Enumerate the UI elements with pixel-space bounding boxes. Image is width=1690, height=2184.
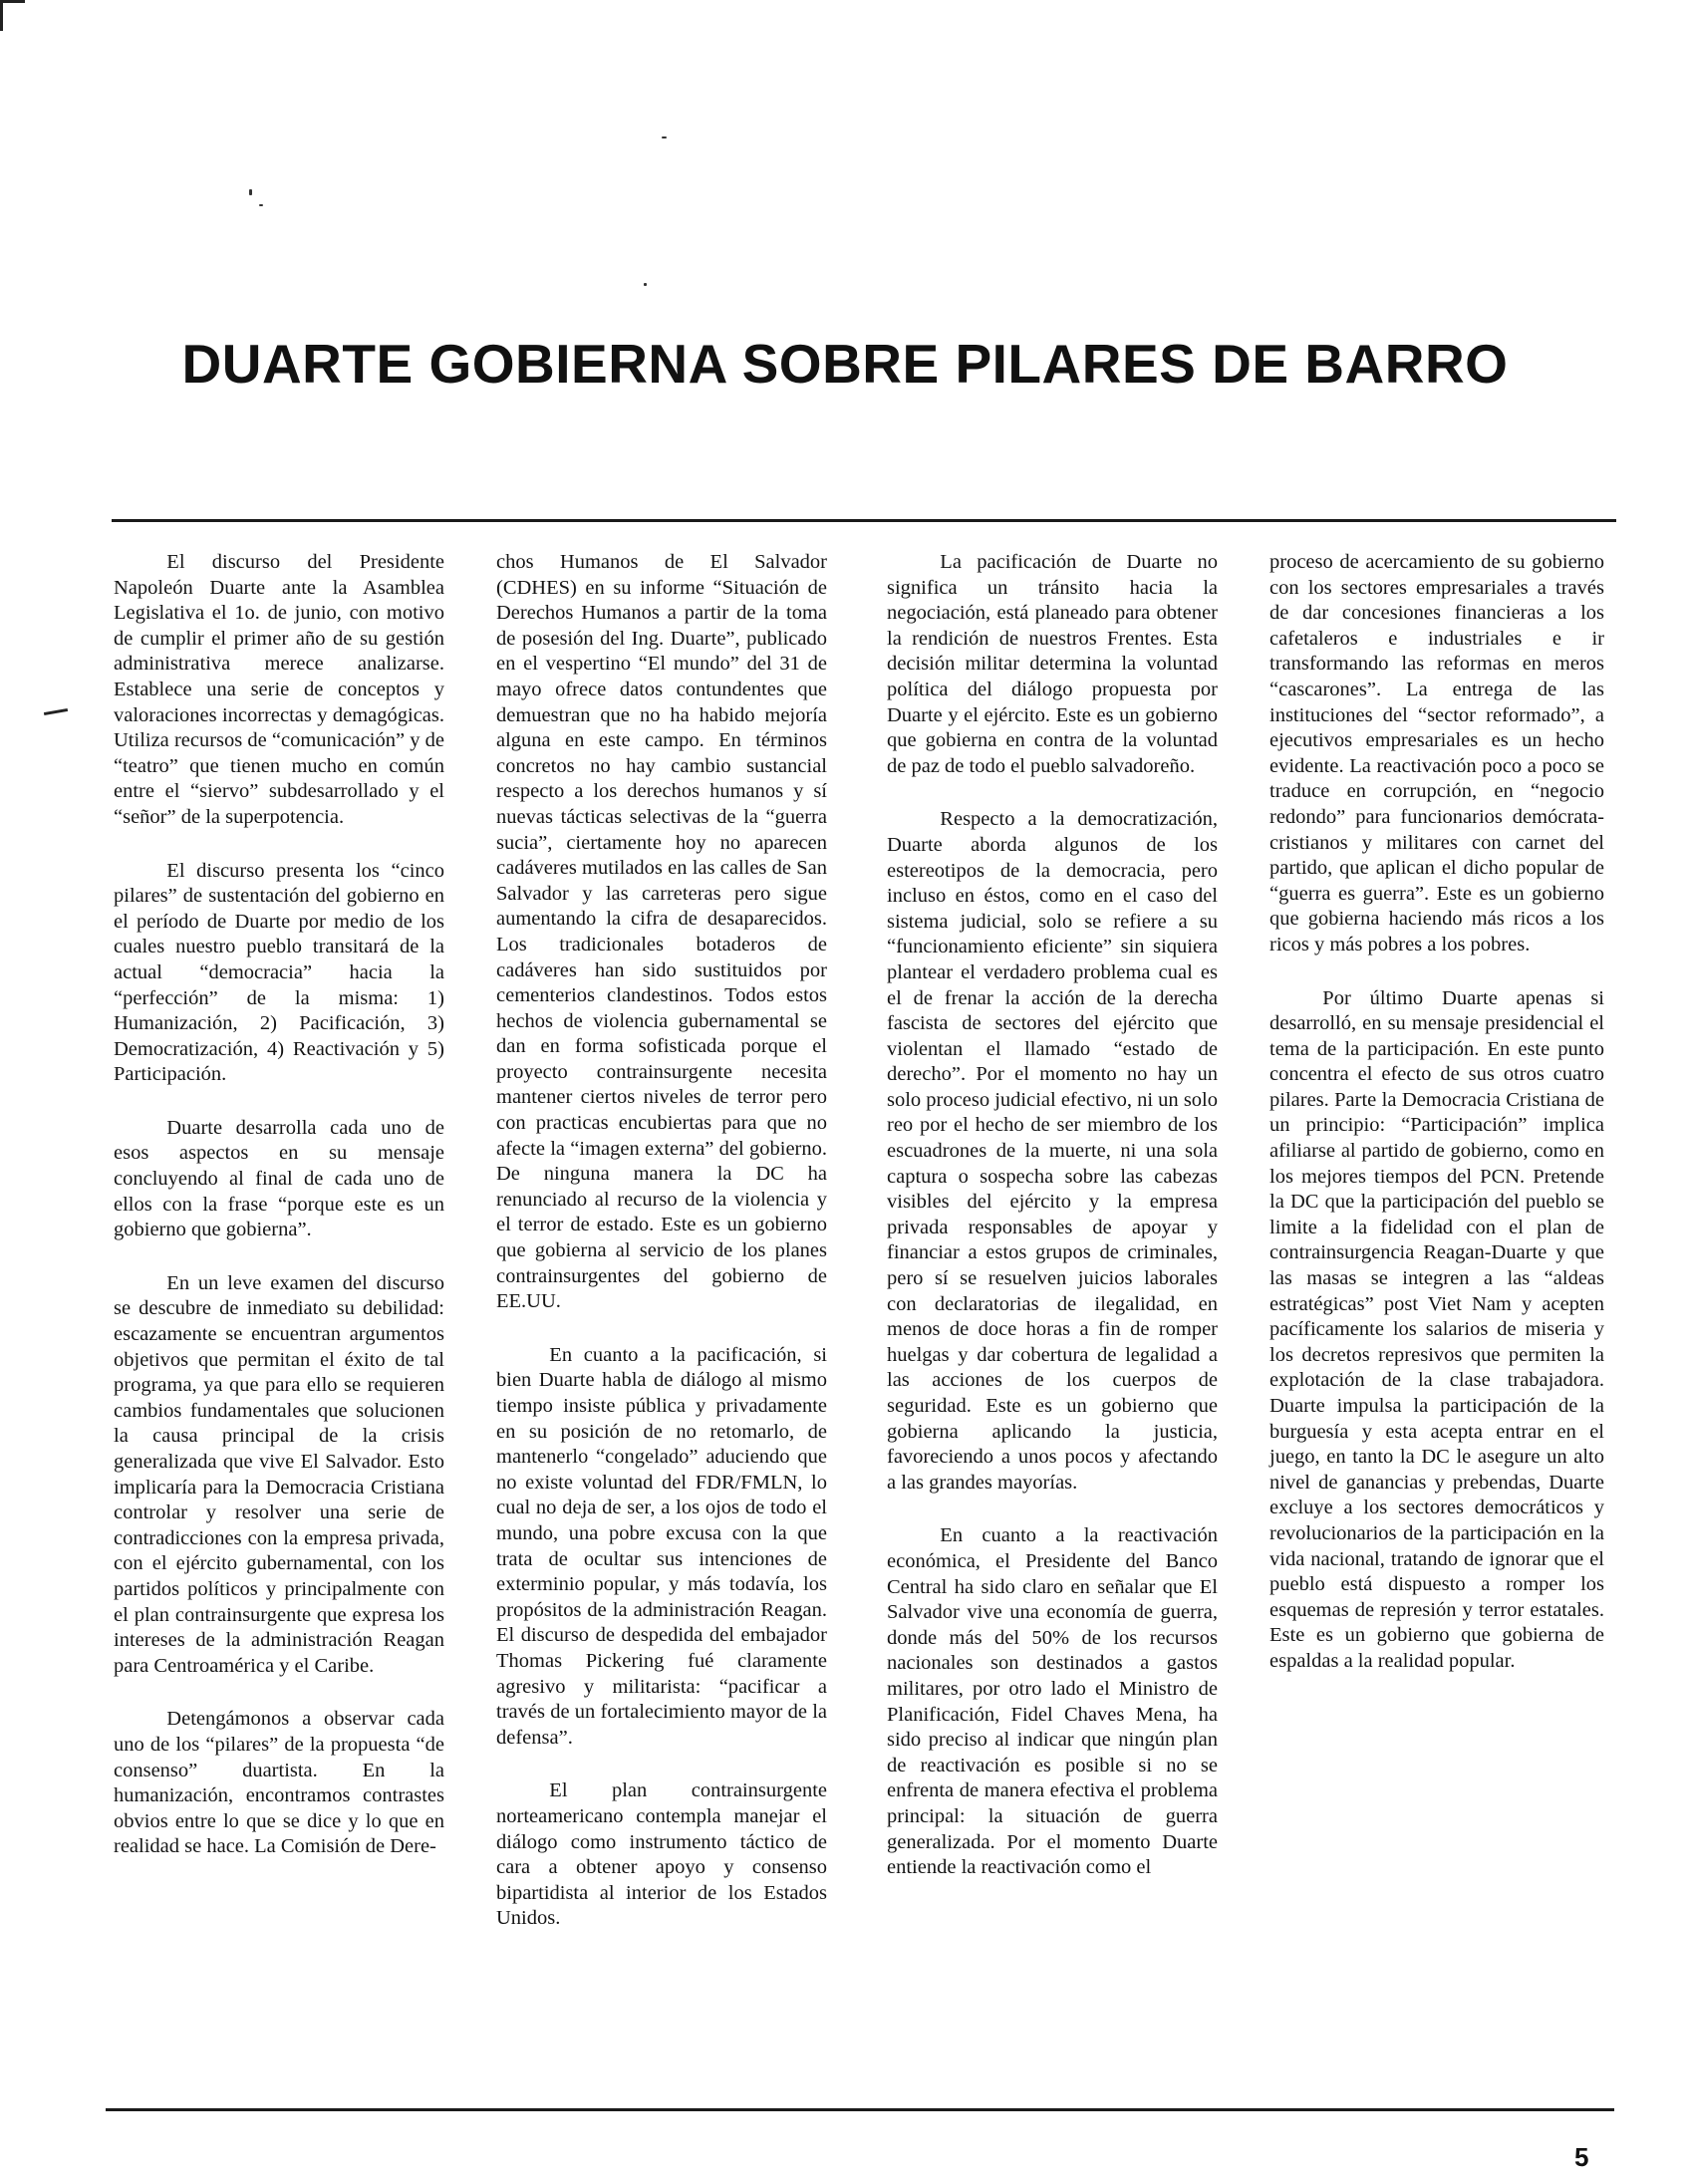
article-title: DUARTE GOBIERNA SOBRE PILARES DE BARRO <box>181 332 1509 395</box>
paragraph: Respecto a la democratización, Duarte aborda algunos de los estereotipos de la democracia, pero incluso en éstos, como en el caso del sistema judicial, solo se refiere a su “funcionamiento eficiente” sin siquiera plantear el verdadero problema cual es el de frenar la acción de la derecha fascista de sectores del ejército que violentan el llamado “estado de derecho”. Por el momento no hay un solo proceso judicial efectivo, ni un solo reo por el hecho de ser miembro de los escuadrones de la muerte, ni una sola captura o sospecha sobre las cabezas visibles del ejército y la empresa privada responsables de apoyar y financiar a estos grupos de criminales, pero sí se resuelven juicios laborales con declaratorias de ilegalidad, en menos de doce horas a fin de romper huelgas y dar cobertura de legalidad a las acciones de los cuerpos de seguridad. Este es un gobierno que gobierna aplicando la justicia, favoreciendo a unos pocos y afectando a las grandes mayorías. <box>887 808 1218 1494</box>
paragraph: Detengámonos a observar cada uno de los “pilares” de la propuesta “de consenso” duartista. En la humanización, encontramos contrastes obvios entre lo que se dice y lo que en realidad se hace. La Comisión de Dere- <box>114 1708 444 1858</box>
bottom-rule <box>106 2108 1614 2111</box>
page-corner-mark <box>0 0 25 31</box>
column-3 <box>887 550 1218 2092</box>
paragraph: Por último Duarte apenas si desarrolló, en su mensaje presidencial el tema de la participación. En este punto concentra el efecto de sus otros cuatro pilares. Parte la Democracia Cristiana de un principio: “Participación” implica afiliarse al partido de gobierno, como en los mejores tiempos del PCN. Pretende la DC que la participación del pueblo se limite a la fidelidad con el plan de contrainsurgencia Reagan-Duarte y que las masas se integren a las “aldeas estratégicas” post Viet Nam y acepten pacíficamente los salarios de miseria y los decretos represivos que permiten la explotación de la clase trabajadora. Duarte impulsa la participación de la burguesía y esta acepta entrar en el juego, en tanto la DC le asegure un alto nivel de ganancias y prebendas, Duarte excluye a los sectores democráticos y revolucionarios de la participación en la vida nacional, tratando de ignorar que el pueblo está dispuesto a romper los esquemas de represión y terror estatales. Este es un gobierno que gobierna de espaldas a la realidad popular. <box>1269 986 1604 1672</box>
column-2 <box>496 550 827 2092</box>
scan-speck <box>259 204 263 206</box>
paragraph: Duarte desarrolla cada uno de esos aspectos en su mensaje concluyendo al final de cada uno de ellos con la frase “porque este es un gobierno que gobierna”. <box>114 1116 444 1241</box>
paragraph: proceso de acercamiento de su gobierno con los sectores empresariales a través de dar concesiones financieras a los cafetaleros e industriales e ir transformando las reformas en meros “cascarones”. La entrega de las instituciones del “sector reformado”, a ejecutivos empresariales es un hecho evidente. La reactivación poco a poco se traduce en corrupción, en “negocio redondo” para funcionarios demócrata-cristianos y militares con carnet del partido, que aplican el dicho popular de “guerra es guerra”. Este es un gobierno que gobierna haciendo más ricos a los ricos y más pobres a los pobres. <box>1269 551 1604 956</box>
column-1 <box>114 550 444 2092</box>
column-4 <box>1269 550 1604 2092</box>
paragraph: El discurso del Presidente Napoleón Duarte ante la Asamblea Legislativa el 1o. de junio, con motivo de cumplir el primer año de su gestión administrativa merece analizarse. Establece una serie de conceptos y valoraciones incorrectas y demagógicas. Utiliza recursos de “comunicación” y de “teatro” que tienen mucho en común entre el “siervo” subdesarrollado y el “señor” de la superpotencia. <box>114 551 444 828</box>
paragraph: El discurso presenta los “cinco pilares” de sustentación del gobierno en el período de Duarte por medio de los cuales nuestro pueblo transitará de la actual “democracia” hacia la “perfección” de la misma: 1) Humanización, 2) Pacificación, 3) Democratización, 4) Reactivación y 5) Participación. <box>114 859 444 1086</box>
scan-speck <box>662 136 667 138</box>
paragraph: El plan contrainsurgente norteamericano contempla manejar el diálogo como instrumento táctico de cara a obtener apoyo y consenso bipartidista al interior de los Estados Unidos. <box>496 1779 827 1930</box>
margin-mark <box>44 708 68 715</box>
paragraph: En cuanto a la pacificación, si bien Duarte habla de diálogo al mismo tiempo insiste pública y privadamente en su posición de no retomarlo, de mantenerlo “congelado” aduciendo que no existe voluntad del FDR/FMLN, lo cual no deja de ser, a los ojos de todo el mundo, una pobre excusa con la que trata de ocultar sus intenciones de exterminio popular, y más todavía, los propósitos de la administración Reagan. El discurso de despedida del embajador Thomas Pickering fué claramente agresivo y militarista: “pacificar a través de un fortalecimiento mayor de la defensa”. <box>496 1343 827 1749</box>
page-number: 5 <box>1574 2142 1589 2172</box>
scan-speck <box>249 189 252 195</box>
top-rule <box>112 519 1616 522</box>
paragraph: En cuanto a la reactivación económica, el Presidente del Banco Central ha sido claro en señalar que El Salvador vive una economía de guerra, donde más del 50% de los recursos nacionales son destinados a gastos militares, por otro lado el Ministro de Planificación, Fidel Chaves Mena, ha sido preciso al indicar que ningún plan de reactivación es posible si no se enfrenta de manera efectiva el problema principal: la situación de guerra generalizada. Por el momento Duarte entiende la reactivación como el <box>887 1524 1218 1879</box>
scan-speck <box>644 283 647 286</box>
paragraph: La pacificación de Duarte no significa un tránsito hacia la negociación, está planeado para obtener la rendición de nuestros Frentes. Esta decisión militar determina la voluntad política del diálogo propuesta por Duarte y el ejército. Este es un gobierno que gobierna en contra de la voluntad de paz de todo el pueblo salvadoreño. <box>887 551 1218 777</box>
paragraph: chos Humanos de El Salvador (CDHES) en su informe “Situación de Derechos Humanos a partir de la toma de posesión del Ing. Duarte”, publicado en el vespertino “El mundo” del 31 de mayo ofrece datos contundentes que demuestran que no ha habido mejoría alguna en este campo. En términos concretos no hay cambio sustancial respecto a los derechos humanos y sí nuevas tácticas selectivas de la “guerra sucia”, ciertamente hoy no aparecen cadáveres mutilados en las calles de San Salvador y las carreteras pero sigue aumentando la cifra de desaparecidos. Los tradicionales botaderos de cadáveres han sido sustituidos por cementerios clandestinos. Todos estos hechos de violencia gubernamental se dan en forma sofisticada porque el proyecto contrainsurgente necesita mantener ciertos niveles de terror pero con practicas encubiertas para que no afecte la “imagen externa” del gobierno. De ninguna manera la DC ha renunciado al recurso de la violencia y el terror de estado. Este es un gobierno que gobierna al servicio de los planes contrainsurgentes del gobierno de EE.UU. <box>496 551 827 1313</box>
paragraph: En un leve examen del discurso se descubre de inmediato su debilidad: escazamente se encuentran argumentos objetivos que permitan el éxito de tal programa, ya que para ello se requieren cambios fundamentales que solucionen la causa principal de la crisis generalizada que vive El Salvador. Esto implicaría para la Democracia Cristiana controlar y resolver una serie de contradicciones con la empresa privada, con el ejército gubernamental, con los partidos políticos y principalmente con el plan contrainsurgente que expresa los intereses de la administración Reagan para Centroamérica y el Caribe. <box>114 1271 444 1677</box>
